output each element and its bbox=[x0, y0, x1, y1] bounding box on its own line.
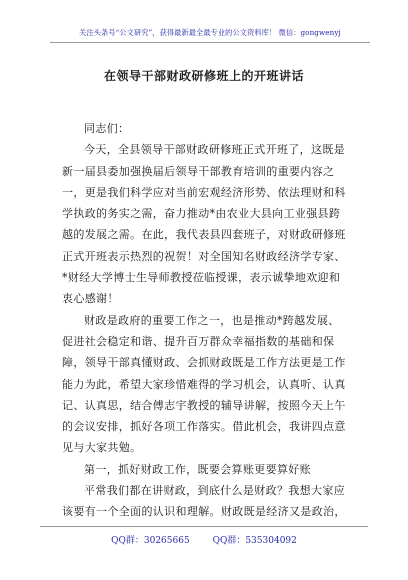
qq-group-2: QQ群：535304092 bbox=[212, 536, 297, 546]
header-notice: 关注头条号“公文研究”，获得最新最全最专业的公文资料库！ 微信：gongwenyj bbox=[50, 28, 370, 43]
paragraph-3: 平常我们都在讲财政，到底什么是财政？我想大家应该要有一个全面的认识和理解。财政既是经济又是政治， bbox=[62, 484, 346, 519]
footer-contacts bbox=[40, 526, 368, 546]
salutation: 同志们： bbox=[84, 122, 130, 135]
section-heading-1: 第一，抓好财政工作，既要会算账更要算好账 bbox=[84, 462, 311, 476]
qq-group-1: QQ群：30265665 bbox=[111, 536, 190, 546]
document-body bbox=[62, 118, 350, 523]
document-title: 在领导干部财政研修班上的开班讲话 bbox=[103, 69, 304, 83]
paragraph-2: 财政是政府的重要工作之一，也是推动*跨越发展、促进社会稳定和谐、提升百万群众幸福指数的基础和保障，领导干部真懂财政、会抓财政既是工作方法更是工作能力为此，希望大家珍惜难得的学习机会，认真听、认真记、认真思，结合傅志宇教授的辅导讲解，按照今天上午的会议安排，抓好各项工作落实。借此机会，我讲四点意见与大家共勉。 bbox=[62, 313, 346, 455]
paragraph-1: 今天，全县领导干部财政研修班正式开班了，这既是新一届县委加强换届后领导干部教育培训的重要内容之一，更是我们科学应对当前宏观经济形势、依法理财和科学执政的务实之需，奋力推动*由农业大县向工业强县跨越的发展之需。在此，我代表县四套班子，对财政研修班正式开班表示热烈的祝贺！对全国知名财政经济学专家、*财经大学博士生导师教授莅临授课，表示诚挚地欢迎和衷心感谢！ bbox=[62, 143, 346, 306]
